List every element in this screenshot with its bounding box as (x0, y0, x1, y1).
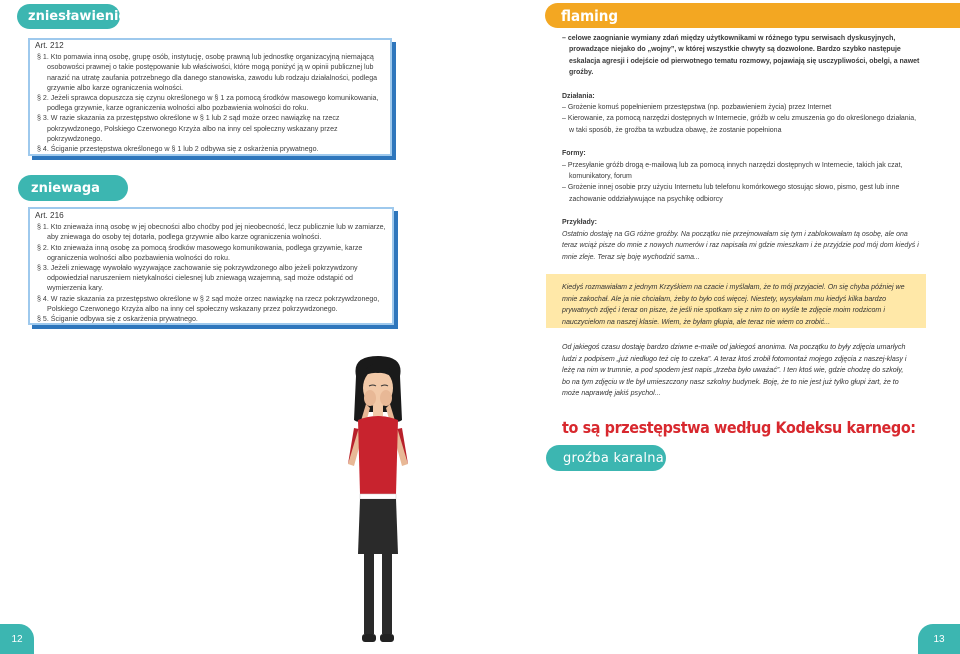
example-story-2: Od jakiegoś czasu dostaję bardzo dziwne e-maile od jakiegoś anonima. Na początku to były zdjęcia umarłych ludzi z podpisem „już niedługo też cię to czeka”. A teraz ktoś zrobił fotomontaż mojego zdjęcia z naszej-klasy i leżę na nim w trumnie, a pod spodem jest napis „trzeba było uważać”. I ten ktoś wie, gdzie chodzę do szkoły, bo na tym zdjęciu w tle był umieszczony nasz szkolny budynek. Boję, że to nie jest już tylko głupi żart, że to może naprawdę jakiś psychol... (546, 335, 926, 401)
page-number-right: 13 (918, 624, 960, 654)
article-216-box (28, 207, 394, 325)
dzialania-item: – Grożenie komuś popełnieniem przestępstwa (np. pozbawieniem życia) przez Internet (562, 104, 832, 112)
section-pill-zniesławienie: zniesławienie (17, 4, 120, 29)
section-pill-flaming: flaming (545, 3, 960, 28)
paragraph: § 1. Kto pomawia inną osobę, grupę osób, instytucję, osobę prawną lub jednostkę organizacyjną niemającą osobowości prawnej o takie postępowanie lub właściwości, które mogą poniżyć ją w opinii publicznej lub narazić na utratę zaufania potrzebnego dla danego stanowiska, zawodu lub rodzaju działalności, podlega grzywnie albo karze ograniczenia wolności. (37, 53, 378, 92)
paragraph: § 1. Kto znieważa inną osobę w jej obecności albo choćby pod jej nieobecność, lecz publicznie lub w zamiarze, aby zniewaga do osoby tej dotarła, podlega grzywnie albo karze ograniczenia wolności. (37, 223, 386, 242)
formy-item: – Przesyłanie gróźb drogą e-mailową lub za pomocą innych narzędzi dostępnych w Internecie, takich jak czat, komunikatory, forum (562, 161, 903, 181)
example-story-1: Kiedyś rozmawiałam z jednym Krzyśkiem na czacie i myślałam, że to mój przyjaciel. On się chyba później we mnie zakochał. Ale ja nie chciałam, żeby to było coś więcej. Niestety, wysyłałam mu kiedyś kilka bardzo prywatnych zdjęć i teraz on pisze, że jeśli nie spotkam się z nim to on wyśle te zdjęcie moim rodzicom i nauczycielom na naszej klasie. Wiem, że byłam głupia, ale teraz nie wiem co zrobić... (546, 274, 926, 328)
formy-item: – Grożenie innej osobie przy użyciu Internetu lub telefonu komórkowego stosując słowo, pismo, gest lub inne zachowanie oddziaływujące na psychikę odbiorcy (562, 184, 900, 203)
article-212-box (28, 38, 392, 156)
article-title: Art. 216 (35, 211, 64, 220)
definition-text: – celowe zaognianie wymiany zdań między użytkownikami w różnego typu serwisach dyskusyjnych, prowadzące niejako do „wojny”, w której wszystkie chwyty są dozwolone. Bardzo szybko następuje eskalacja agresji i odejście od pierwotnego tematu rozmowy, pojawiają się usczypliwości, obelgi, a nawet groźby. (562, 35, 920, 77)
article-title: Art. 212 (35, 41, 64, 50)
przyklady-heading: Przykłady: (562, 219, 598, 227)
formy-heading: Formy: (562, 150, 586, 158)
paragraph: § 4. Ściganie przestępstwa określonego w § 1 lub 2 odbywa się z oskarżenia prywatnego. (37, 145, 319, 154)
flaming-definition (562, 33, 922, 79)
przyklady-text: Ostatnio dostaję na GG różne groźby. Na początku nie przejmowałam się tym i zablokowałam tą osobę, ale ona teraz wciąż pisze do mnie z nowych numerów i raz napisała mi gdzie mieszkam i że przyjdzie pod mój dom kiedyś i mnie zleje. Teraz się boję wychodzić sama... (562, 230, 919, 261)
dzialania-item: – Kierowanie, za pomocą narzędzi dostępnych w Internecie, gróźb w celu zmuszenia go do określonego działania, w taki sposób, że groźba ta wzbudza obawę, że zostanie popełniona (562, 115, 917, 134)
flaming-content (562, 33, 922, 263)
page-number-left: 12 (0, 624, 34, 654)
paragraph: § 3. W razie skazania za przestępstwo określone w § 1 lub 2 sąd może orzec nawiązkę na rzecz pokrzywdzonego, Polskiego Czerwonego Krzyża albo na inny cel społeczny wskazany przez pokrzywdzonego. (37, 114, 340, 143)
paragraph: § 2. Jeżeli sprawca dopuszcza się czynu określonego w § 1 za pomocą środków masowego komunikowania, podlega grzywnie, karze ograniczenia wolności albo pozbawienia wolności do roku. (37, 94, 379, 113)
section-pill-grozba-karalna: groźba karalna (546, 445, 666, 471)
crimes-heading: to są przestępstwa według Kodeksu karnego: (562, 418, 916, 437)
paragraph: § 5. Ściganie odbywa się z oskarżenia prywatnego. (37, 315, 198, 324)
dzialania-heading: Działania: (562, 92, 595, 100)
paragraph: § 4. W razie skazania za przestępstwo określone w § 2 sąd może orzec nawiązkę na rzecz pokrzywdzonego, Polskiego Czerwonego Krzyża albo na inny cel społeczny wskazany przez pokrzywdzonego. (37, 294, 380, 313)
paragraph: § 3. Jeżeli zniewagę wywołało wyzywające zachowanie się pokrzywdzonego albo jeżeli pokrzywdzony odpowiedział naruszeniem nietykalności cielesnej lub zniewagą wzajemną, sąd może odstąpić od wymierzenia kary. (37, 264, 358, 293)
paragraph: § 2. Kto znieważa inną osobę za pomocą środków masowego komunikowania, podlega grzywnie, karze ograniczenia wolności albo pozbawienia wolności do roku. (37, 243, 363, 262)
girl-illustration (344, 354, 412, 654)
section-pill-zniewaga: zniewaga (18, 175, 128, 201)
